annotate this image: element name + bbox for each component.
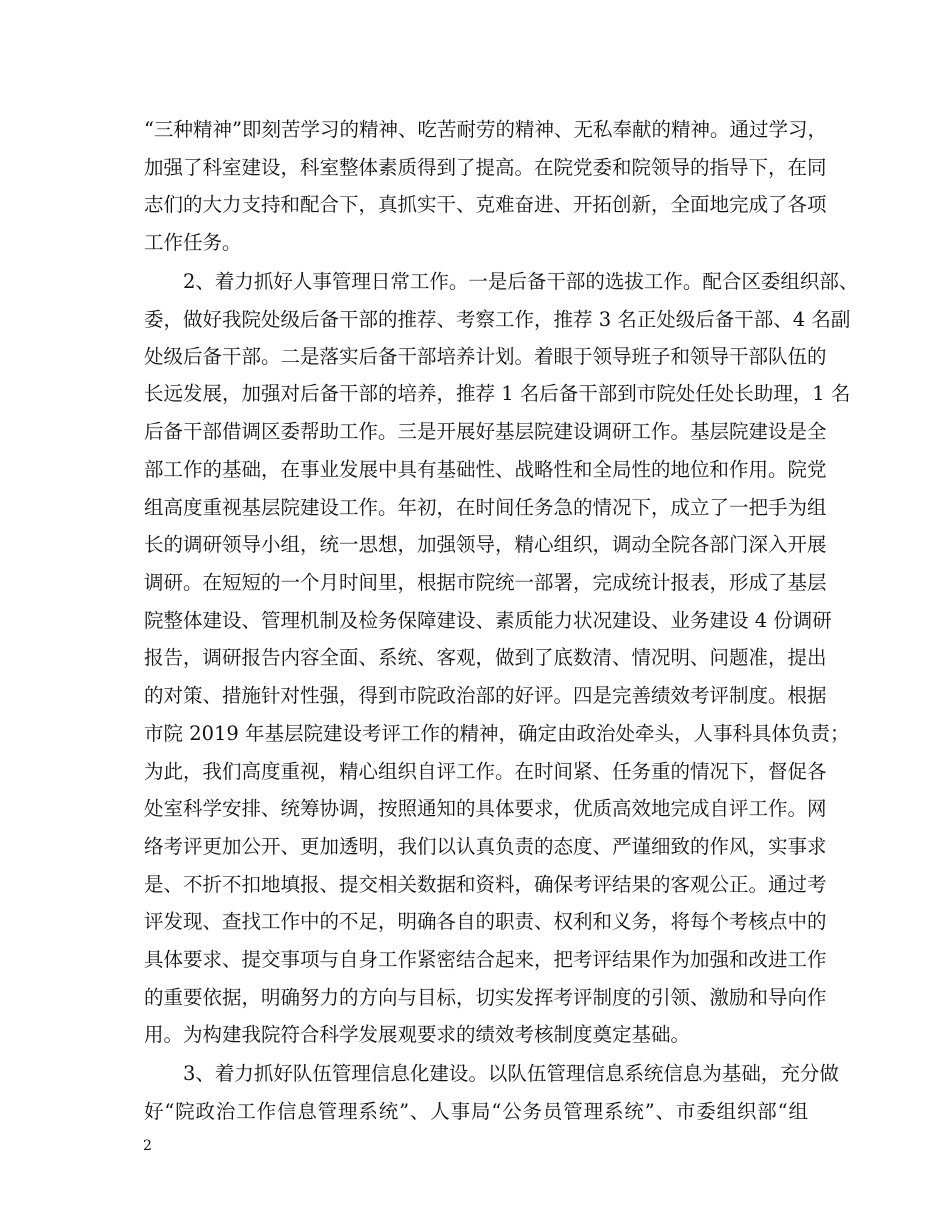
text-line: 为此，我们高度重视，精心组织自评工作。在时间紧、任务重的情况下，督促各 <box>144 760 827 783</box>
text-line: 组高度重视基层院建设工作。年初，在时间任务急的情况下，成立了一把手为组 <box>144 496 827 519</box>
text-line: 报告，调研报告内容全面、系统、客观，做到了底数清、情况明、问题准，提出 <box>144 646 827 669</box>
text-line: 委，做好我院处级后备干部的推荐、考察工作，推荐 3 名正处级后备干部、4 名副 <box>144 308 851 331</box>
text-line: 志们的大力支持和配合下，真抓实干、克难奋进、开拓创新，全面地完成了各项 <box>144 193 827 216</box>
text-line: 长的调研领导小组，统一思想，加强领导，精心组织，调动全院各部门深入开展 <box>144 533 827 556</box>
text-line: 加强了科室建设，科室整体素质得到了提高。在院党委和院领导的指导下，在同 <box>144 156 827 179</box>
page-number: 2 <box>143 1138 152 1154</box>
text-line: 调研。在短短的一个月时间里，根据市院统一部署，完成统计报表，形成了基层 <box>144 571 827 594</box>
text-line: 3、着力抓好队伍管理信息化建设。以队伍管理信息系统信息为基础，充分做 <box>144 1062 839 1085</box>
text-line: “三种精神”即刻苦学习的精神、吃苦耐劳的精神、无私奉献的精神。通过学习， <box>144 118 827 141</box>
text-line: 工作任务。 <box>144 231 242 254</box>
text-line: 处室科学安排、统筹协调，按照通知的具体要求，优质高效地完成自评工作。网 <box>144 797 827 820</box>
text-line: 长远发展，加强对后备干部的培养，推荐 1 名后备干部到市院处任处长助理，1 名 <box>144 382 851 405</box>
text-line: 是、不折不扣地填报、提交相关数据和资料，确保考评结果的客观公正。通过考 <box>144 873 827 896</box>
text-line: 院整体建设、管理机制及检务保障建设、素质能力状况建设、业务建设 4 份调研 <box>144 609 832 632</box>
text-line: 处级后备干部。二是落实后备干部培养计划。着眼于领导班子和领导干部队伍的 <box>144 345 827 368</box>
text-line: 好“院政治工作信息管理系统”、人事局“公务员管理系统”、市委组织部“组 <box>144 1100 808 1123</box>
text-line: 市院 2019 年基层院建设考评工作的精神，确定由政治处牵头，人事科具体负责； <box>144 722 850 745</box>
text-line: 的对策、措施针对性强，得到市院政治部的好评。四是完善绩效考评制度。根据 <box>144 684 827 707</box>
text-line: 用。为构建我院符合科学发展观要求的绩效考核制度奠定基础。 <box>144 1023 691 1046</box>
text-line: 评发现、查找工作中的不足，明确各自的职责、权利和义务，将每个考核点中的 <box>144 910 827 933</box>
text-line: 络考评更加公开、更加透明，我们以认真负责的态度、严谨细致的作风，实事求 <box>144 835 827 858</box>
text-line: 部工作的基础，在事业发展中具有基础性、战略性和全局性的地位和作用。院党 <box>144 458 827 481</box>
text-line: 2、着力抓好人事管理日常工作。一是后备干部的选拔工作。配合区委组织部、 <box>144 270 859 293</box>
text-line: 后备干部借调区委帮助工作。三是开展好基层院建设调研工作。基层院建设是全 <box>144 420 827 443</box>
text-line: 具体要求、提交事项与自身工作紧密结合起来，把考评结果作为加强和改进工作 <box>144 948 827 971</box>
text-line: 的重要依据，明确努力的方向与目标，切实发挥考评制度的引领、激励和导向作 <box>144 986 827 1009</box>
